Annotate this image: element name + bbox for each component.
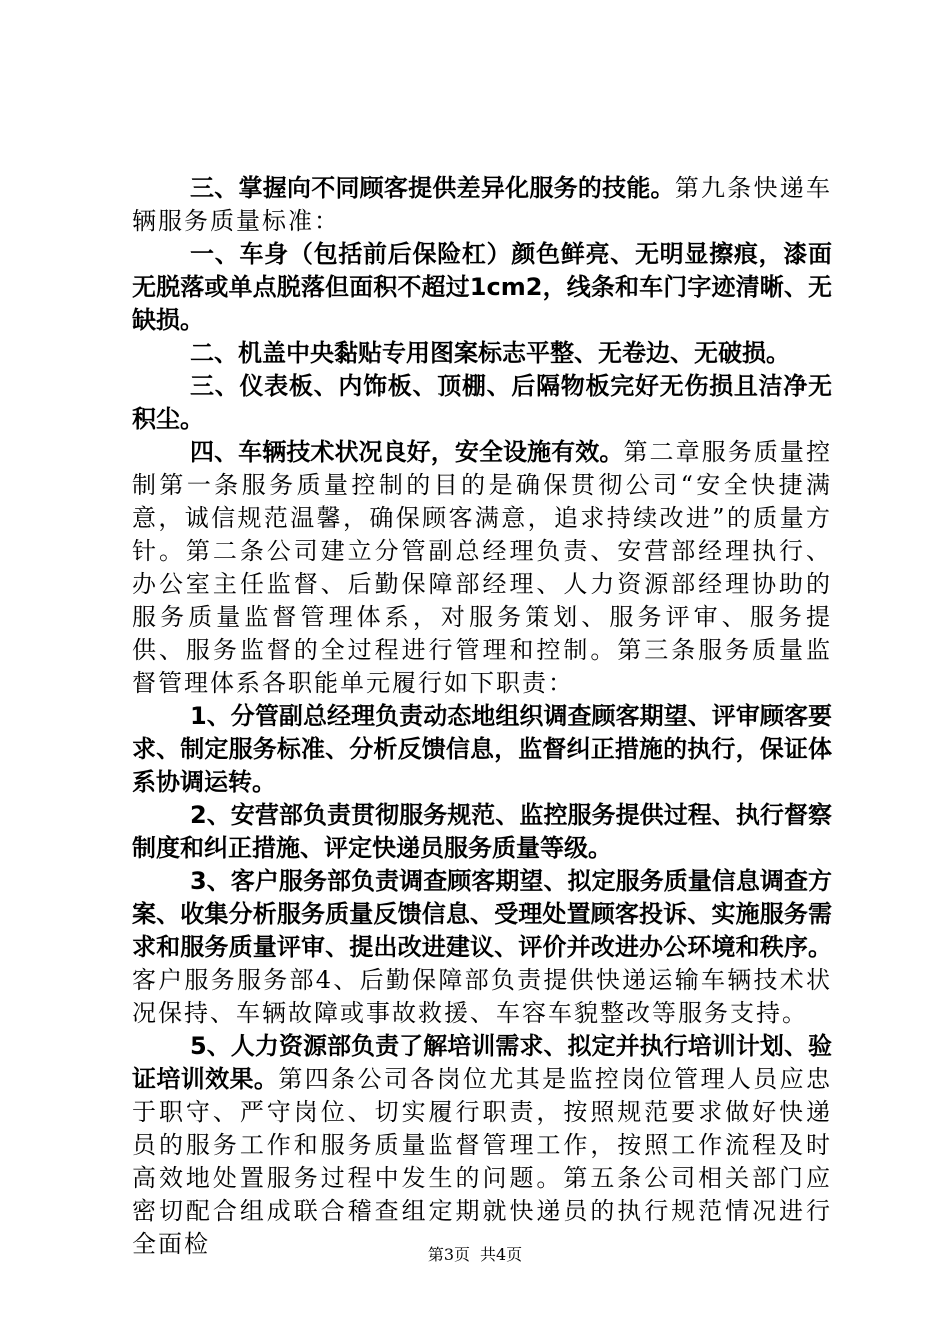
paragraph-text: 第四条公司各岗位尤其是监控岗位管理人员应忠于职守、严守岗位、切实履行职责，按照规范要求做好快递员的服务工作和服务质量监督管理工作，按照工作流程及时高效地处置服务过程中发生的问题。第五条公司相关部门应密切配合组成联合稽查组定期就快递员的执行规范情况进行全面检 <box>132 1065 833 1258</box>
paragraph <box>132 337 832 370</box>
paragraph-emphasis: 1、分管副总经理负责动态地组织调查顾客期望、评审顾客要求、制定服务标准、分析反馈信息，监督纠正措施的执行，保证体系协调运转。 <box>132 702 832 796</box>
paragraph-text: 客户服务服务部4、后勤保障部负责提供快递运输车辆技术状况保持、车辆故障或事故救援、车容车貌整改等服务支持。 <box>132 966 832 1027</box>
paragraph <box>132 436 832 700</box>
paragraph <box>132 172 832 238</box>
paragraph-emphasis: 3、客户服务部负责调查顾客期望、拟定服务质量信息调查方案、收集分析服务质量反馈信息、受理处置顾客投诉、实施服务需求和服务质量评审、提出改进建议、评价并改进办公环境和秩序。 <box>132 867 832 961</box>
paragraph-emphasis: 5、人力资源部负责了解培训需求、拟定并执行培训计划、验证培训效果。 <box>132 1032 832 1093</box>
paragraph-text: 第九条快递车辆服务质量标准： <box>132 174 833 235</box>
paragraph <box>132 238 832 337</box>
page-total: 共4页 <box>480 1245 523 1264</box>
paragraph-emphasis: 四、车辆技术状况良好，安全设施有效。 <box>190 438 624 466</box>
paragraph <box>132 799 832 865</box>
paragraph <box>132 370 832 436</box>
paragraph-emphasis: 2、安营部负责贯彻服务规范、监控服务提供过程、执行督察制度和纠正措施、评定快递员服务质量等级。 <box>132 801 832 862</box>
paragraph <box>132 1030 832 1261</box>
paragraph <box>132 865 832 1030</box>
paragraph-emphasis: 二、机盖中央黏贴专用图案标志平整、无卷边、无破损。 <box>190 339 790 367</box>
paragraph-emphasis: 三、掌握向不同顾客提供差异化服务的技能。 <box>190 174 675 202</box>
page-number: 第3页 <box>427 1245 470 1264</box>
paragraph-text: 第二章服务质量控制第一条服务质量控制的目的是确保贯彻公司“安全快捷满意，诚信规范温馨，确保顾客满意，追求持续改进”的质量方针。第二条公司建立分管副总经理负责、安营部经理执行、办公室主任监督、后勤保障部经理、人力资源部经理协助的服务质量监督管理体系，对服务策划、服务评审、服务提供、服务监督的全过程进行管理和控制。第三条服务质量监督管理体系各职能单元履行如下职责： <box>132 438 833 697</box>
document-body <box>132 172 832 1261</box>
paragraph-emphasis: 一、车身（包括前后保险杠）颜色鲜亮、无明显擦痕，漆面无脱落或单点脱落但面积不超过1cm2，线条和车门字迹清晰、无缺损。 <box>132 240 832 334</box>
paragraph-emphasis: 三、仪表板、内饰板、顶棚、后隔物板完好无伤损且洁净无积尘。 <box>132 372 832 433</box>
page-footer <box>0 1245 950 1265</box>
paragraph <box>132 700 832 799</box>
